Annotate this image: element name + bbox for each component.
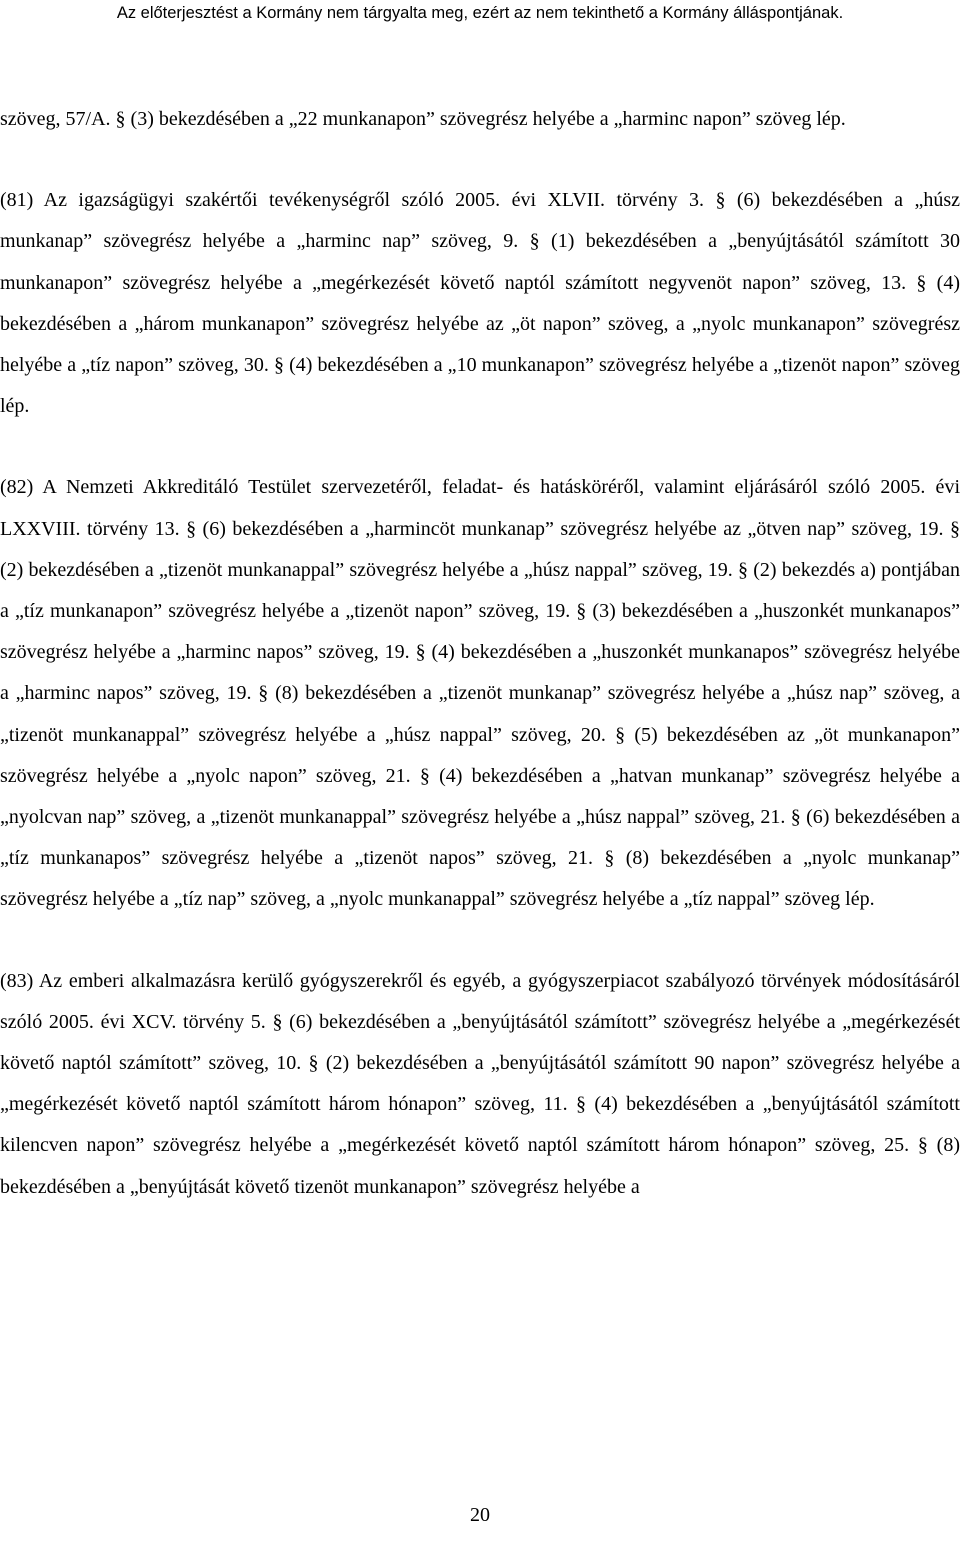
paragraph-83: (83) Az emberi alkalmazásra kerülő gyógyszerekről és egyéb, a gyógyszerpiacot szabályozó törvények módosításáról szóló 2005. évi XCV. törvény 5. § (6) bekezdésében a „benyújtásától számított” szövegrész helyébe a „megérkezését követő naptól számított” szöveg, 10. § (2) bekezdésében a „benyújtásától számított 90 napon” szövegrész helyébe a „megérkezését követő naptól számított három hónapon” szöveg, 11. § (4) bekezdésében a „benyújtásától számított kilencven napon” szövegrész helyébe a „megérkezését követő naptól számított három hónapon” szöveg, 25. § (8) bekezdésében a „benyújtását követő tizenöt munkanapon” szövegrész helyébe a xyxy=(0,969,960,1198)
paragraph-81: (81) Az igazságügyi szakértői tevékenységről szóló 2005. évi XLVII. törvény 3. § (6) bekezdésében a „húsz munkanap” szövegrész helyébe a „harminc nap” szöveg, 9. § (1) bekezdésében a „benyújtásától számított 30 munkanapon” szövegrész helyébe a „megérkezését követő naptól számított negyvenöt napon” szöveg, 13. § (4) bekezdésében a „három munkanapon” szövegrész helyébe az „öt napon” szöveg, a „nyolc munkanapon” szövegrész helyébe a „tíz napon” szöveg, 30. § (4) bekezdésében a „10 munkanapon” szövegrész helyébe a „tizenöt napon” szöveg lép. xyxy=(0,189,960,418)
document-body xyxy=(0,99,960,1248)
page-number: 20 xyxy=(470,1504,490,1526)
disclaimer-header: Az előterjesztést a Kormány nem tárgyalta meg, ezért az nem tekinthető a Kormány álláspontjának. xyxy=(116,4,844,22)
paragraph-82: (82) A Nemzeti Akkreditáló Testület szervezetéről, feladat- és hatásköréről, valamint eljárásáról szóló 2005. évi LXXVIII. törvény 13. § (6) bekezdésében a „harmincöt munkanap” szövegrész helyébe az „ötven nap” szöveg, 19. § (2) bekezdésében a „tizenöt munkanappal” szövegrész helyébe a „húsz nappal” szöveg, 19. § (2) bekezdés a) pontjában a „tíz munkanapon” szövegrész helyébe a „tizenöt napon” szöveg, 19. § (3) bekezdésében a „huszonkét munkanapos” szövegrész helyébe a „harminc napos” szöveg, 19. § (4) bekezdésében a „huszonkét munkanapos” szövegrész helyébe a „harminc napos” szöveg, 19. § (8) bekezdésében a „tizenöt munkanap” szövegrész helyébe a „húsz nap” szöveg, a „tizenöt munkanappal” szövegrész helyébe a „húsz nappal” szöveg, 20. § (5) bekezdésében az „öt munkanapon” szövegrész helyébe a „nyolc napon” szöveg, 21. § (4) bekezdésében a „hatvan munkanap” szövegrész helyébe a „nyolcvan nap” szöveg, a „tizenöt munkanappal” szövegrész helyébe a „húsz nappal” szöveg, 21. § (6) bekezdésében a „tíz munkanapos” szövegrész helyébe a „tizenöt napos” szöveg, 21. § (8) bekezdésében a „nyolc munkanap” szövegrész helyébe a „tíz nap” szöveg, a „nyolc munkanappal” szövegrész helyébe a „tíz nappal” szöveg lép. xyxy=(0,476,960,911)
paragraph-continuation: szöveg, 57/A. § (3) bekezdésében a „22 munkanapon” szövegrész helyébe a „harminc napon” szöveg lép. xyxy=(0,108,846,130)
